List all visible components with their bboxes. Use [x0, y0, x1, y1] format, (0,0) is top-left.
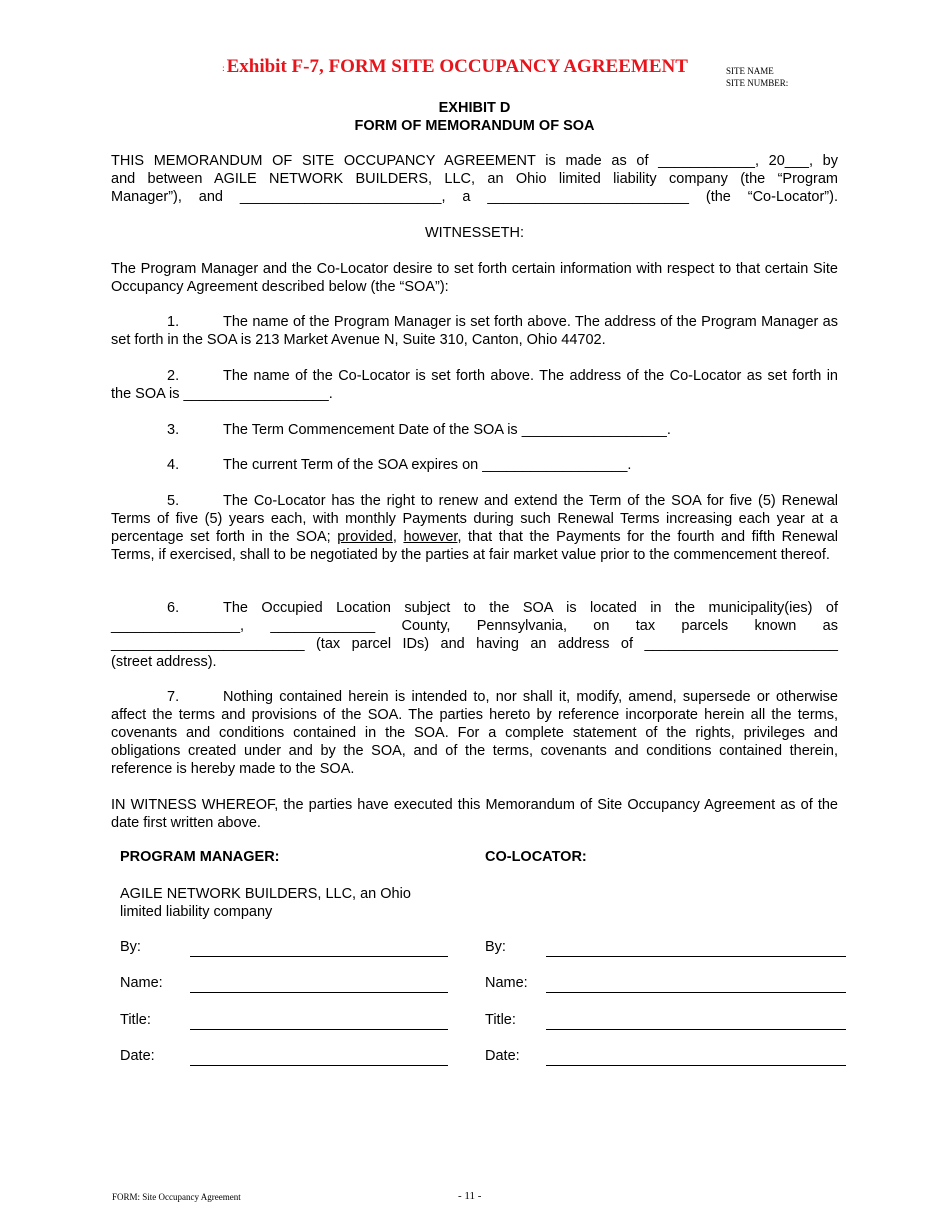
item-comma: , [392, 529, 404, 545]
pm-title-label: Title: [120, 1012, 151, 1028]
footer-form-label: FORM: Site Occupancy Agreement [112, 1192, 241, 1202]
exhibit-title-text: Exhibit F-7, FORM SITE OCCUPANCY AGREEMENT [226, 56, 688, 77]
item-text: The current Term of the SOA expires on __________________. [223, 457, 632, 473]
item-number: 7. [167, 689, 180, 705]
pm-by-label: By: [120, 939, 141, 955]
item-6 [111, 599, 838, 671]
item-6-line-1 [111, 599, 838, 617]
site-name-label: SITE NAME [726, 66, 774, 76]
pm-name-line[interactable] [190, 992, 448, 993]
witnesseth-heading: WITNESSETH: [424, 225, 525, 241]
intro-paragraph [111, 152, 838, 206]
item-1 [111, 313, 838, 349]
cl-date-line[interactable] [546, 1065, 846, 1066]
pm-by-signature-line[interactable] [190, 956, 448, 957]
cl-title-line[interactable] [546, 1029, 846, 1030]
cl-date-label: Date: [485, 1048, 520, 1064]
cl-name-label: Name: [485, 975, 528, 991]
intro-line-3: Manager”), and _________________________, a _________________________ (the “Co-Locator”). [111, 189, 838, 205]
item-text: The name of the Co-Locator is set forth above. The address of the Co-Locator as set forth in the SOA is __________________. [111, 368, 838, 402]
cl-by-signature-line[interactable] [546, 956, 846, 957]
item-7 [111, 688, 838, 778]
program-manager-heading: PROGRAM MANAGER: [120, 849, 280, 865]
item-number: 4. [167, 457, 180, 473]
site-number-label: SITE NUMBER: [726, 78, 789, 88]
item-text: Nothing contained herein is intended to, nor shall it, modify, amend, supersede or otherwise affect the terms and provisions of the SOA. The parties hereto by reference incorporate herein all the terms, covenants and conditions contained in the SOA. For a complete statement of the rights, privileges and obligations created under and by the SOA, and of the terms, covenants and conditions contained therein, reference is hereby made to the SOA. [111, 689, 838, 777]
pm-date-line[interactable] [190, 1065, 448, 1066]
title-marker: : [222, 62, 225, 73]
recital-paragraph: The Program Manager and the Co-Locator desire to set forth certain information with respect to that certain Site Occupancy Agreement described below (the “SOA”): [111, 261, 838, 295]
item-number: 6. [167, 600, 180, 616]
cl-by-label: By: [485, 939, 506, 955]
item-text-b: , that that the Payments for the fourth and fifth Renewal Terms, if exercised, shall to be negotiated by the parties at fair market value prior to the commencement thereof. [111, 529, 838, 563]
item-number: 3. [167, 422, 180, 438]
item-2 [111, 367, 838, 403]
witness-clause: IN WITNESS WHEREOF, the parties have executed this Memorandum of Site Occupancy Agreement as of the date first written above. [111, 797, 838, 831]
co-locator-heading: CO-LOCATOR: [485, 849, 587, 865]
intro-line-1: THIS MEMORANDUM OF SITE OCCUPANCY AGREEMENT is made as of ____________, 20___, by [111, 153, 838, 169]
provided-term: provided [337, 529, 393, 545]
pm-name-label: Name: [120, 975, 163, 991]
exhibit-subheading: FORM OF MEMORANDUM OF SOA [354, 118, 595, 134]
item-text-a: The Co-Locator has the right to renew and extend the Term of the SOA for five (5) Renewal Terms of five (5) years each, with monthly Payments during such Renewal Terms increasing each year at a percentage set forth in the SOA; [111, 493, 838, 545]
intro-line-2: and between AGILE NETWORK BUILDERS, LLC, an Ohio limited liability company (the “Program [111, 171, 838, 187]
cl-title-label: Title: [485, 1012, 516, 1028]
item-6-line-3: ________________________ (tax parcel IDs) and having an address of ________________________ [111, 636, 838, 652]
pm-title-line[interactable] [190, 1029, 448, 1030]
item-text: The name of the Program Manager is set forth above. The address of the Program Manager as set forth in the SOA is 213 Market Avenue N, Suite 310, Canton, Ohio 44702. [111, 314, 838, 348]
item-number: 2. [167, 368, 180, 384]
item-number: 1. [167, 314, 180, 330]
item-6-line-4: (street address). [111, 654, 217, 670]
item-text: The Occupied Location subject to the SOA is located in the municipality(ies) of [223, 600, 838, 616]
item-5 [111, 492, 838, 564]
program-manager-entity: AGILE NETWORK BUILDERS, LLC, an Ohio limited liability company [120, 886, 411, 920]
item-3 [111, 421, 838, 439]
footer-page-number: - 11 - [458, 1190, 482, 1202]
cl-name-line[interactable] [546, 992, 846, 993]
exhibit-heading: EXHIBIT D [438, 100, 511, 116]
pm-date-label: Date: [120, 1048, 155, 1064]
item-6-line-2: ________________, _____________ County, Pennsylvania, on tax parcels known as [111, 618, 838, 634]
site-info [726, 65, 788, 89]
however-term: however [403, 529, 458, 545]
item-text: The Term Commencement Date of the SOA is __________________. [223, 422, 671, 438]
item-4 [111, 456, 838, 474]
item-number: 5. [167, 493, 180, 509]
